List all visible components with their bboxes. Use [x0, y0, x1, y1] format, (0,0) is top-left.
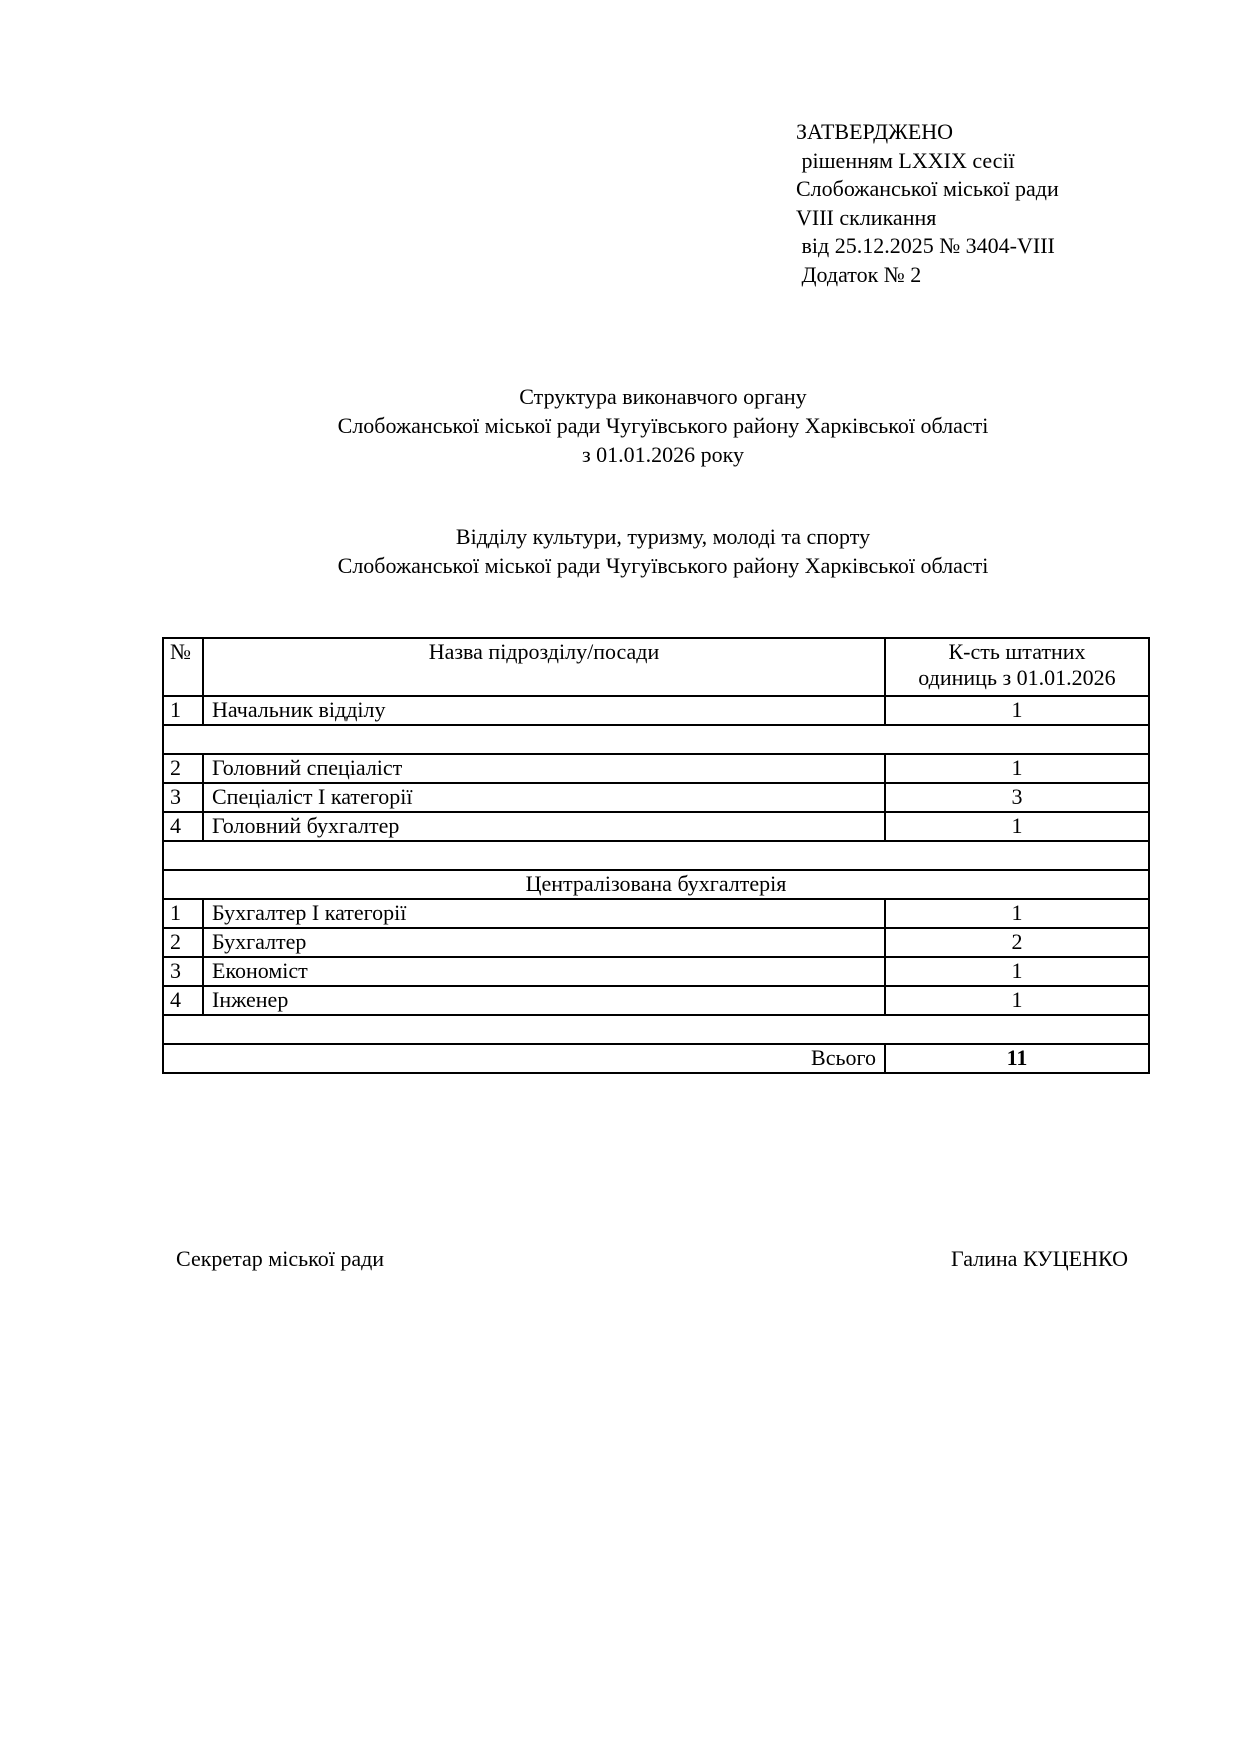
header-count-line2: одиниць з 01.01.2026 — [918, 665, 1116, 690]
row-name: Головний спеціаліст — [203, 754, 885, 783]
table-row — [163, 986, 1149, 1015]
row-count: 3 — [885, 783, 1149, 812]
header-count — [885, 638, 1149, 696]
subtitle-line: Слобожанської міської ради Чугуївського району Харківської області — [337, 553, 989, 578]
row-name: Інженер — [203, 986, 885, 1015]
row-num: 3 — [163, 957, 203, 986]
row-count: 2 — [885, 928, 1149, 957]
section-row — [163, 870, 1149, 899]
table-row — [163, 899, 1149, 928]
row-name: Головний бухгалтер — [203, 812, 885, 841]
empty-row — [163, 841, 1149, 870]
table-row — [163, 754, 1149, 783]
row-num: 2 — [163, 754, 203, 783]
approval-block — [796, 118, 1059, 289]
total-value: 11 — [885, 1044, 1149, 1073]
row-name: Бухгалтер І категорії — [203, 899, 885, 928]
table-row — [163, 812, 1149, 841]
empty-cell — [163, 841, 1149, 870]
table-row — [163, 783, 1149, 812]
row-num: 4 — [163, 812, 203, 841]
header-name: Назва підрозділу/посади — [203, 638, 885, 696]
empty-cell — [163, 725, 1149, 754]
row-num: 2 — [163, 928, 203, 957]
header-num: № — [163, 638, 203, 696]
subtitle-line: Відділу культури, туризму, молоді та спорту — [455, 524, 871, 549]
total-label: Всього — [163, 1044, 885, 1073]
empty-row — [163, 1015, 1149, 1044]
table-header-row — [163, 638, 1149, 696]
approval-line: рішенням LXXIX сесії — [796, 147, 1015, 173]
approval-line: від 25.12.2025 № 3404-VIII — [796, 233, 1055, 258]
row-name: Економіст — [203, 957, 885, 986]
empty-cell — [163, 1015, 1149, 1044]
header-count-line1: К-сть штатних — [948, 639, 1086, 664]
row-num: 1 — [163, 899, 203, 928]
row-count: 1 — [885, 899, 1149, 928]
approval-line: ЗАТВЕРДЖЕНО — [796, 119, 954, 144]
row-count: 1 — [885, 986, 1149, 1015]
row-count: 1 — [885, 957, 1149, 986]
row-num: 1 — [163, 696, 203, 725]
signature-position: Секретар міської ради — [176, 1246, 385, 1271]
section-title: Централізована бухгалтерія — [163, 870, 1149, 899]
approval-line: VIII скликання — [796, 204, 937, 230]
title-line: з 01.01.2026 року — [581, 442, 745, 467]
row-name: Начальник відділу — [203, 696, 885, 725]
empty-row — [163, 725, 1149, 754]
table-row — [163, 696, 1149, 725]
table-row — [163, 928, 1149, 957]
row-name: Бухгалтер — [203, 928, 885, 957]
approval-line: Слобожанської міської ради — [796, 176, 1059, 201]
row-name: Спеціаліст І категорії — [203, 783, 885, 812]
staff-table — [162, 637, 1150, 1074]
row-count: 1 — [885, 754, 1149, 783]
row-num: 3 — [163, 783, 203, 812]
title-line: Слобожанської міської ради Чугуївського району Харківської області — [337, 413, 989, 438]
total-row — [163, 1044, 1149, 1073]
title-line: Структура виконавчого органу — [519, 384, 807, 409]
signature-name: Галина КУЦЕНКО — [951, 1246, 1128, 1271]
table-row — [163, 957, 1149, 986]
row-count: 1 — [885, 812, 1149, 841]
approval-line: Додаток № 2 — [796, 261, 922, 287]
row-num: 4 — [163, 986, 203, 1015]
row-count: 1 — [885, 696, 1149, 725]
document-subtitle — [0, 522, 1240, 580]
document-title — [0, 382, 1240, 469]
